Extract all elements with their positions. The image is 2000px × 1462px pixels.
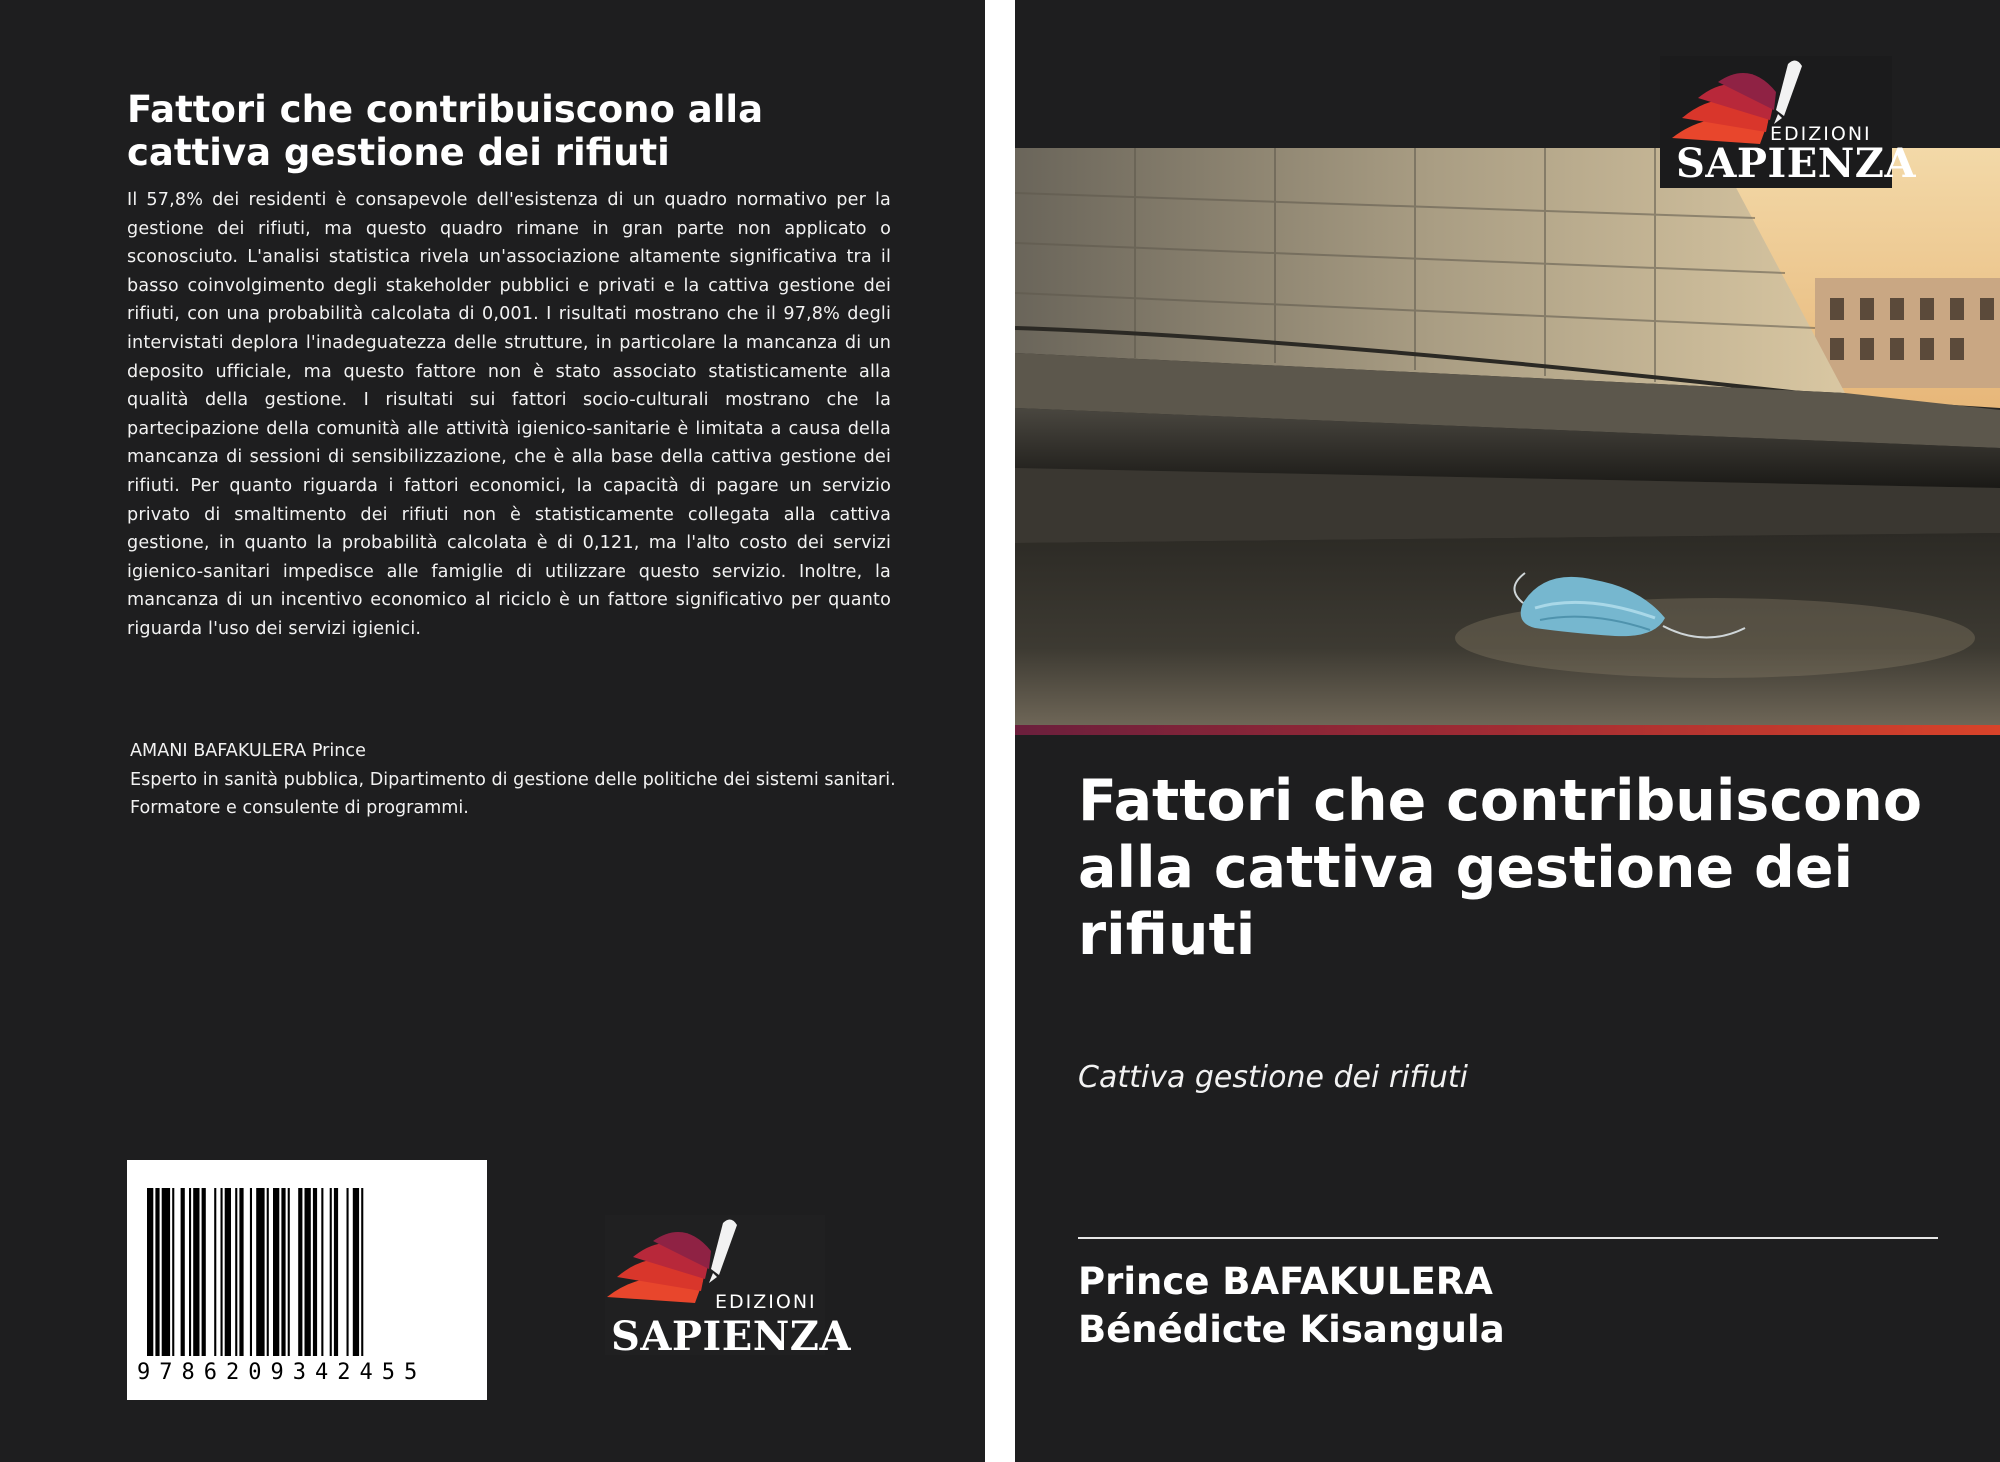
accent-stripe bbox=[1015, 725, 2000, 735]
barcode-bar bbox=[189, 1188, 191, 1356]
barcode-bar bbox=[172, 1188, 174, 1356]
barcode-bar bbox=[321, 1188, 323, 1356]
publisher-sapienza: SAPIENZA bbox=[611, 1313, 851, 1360]
barcode-bar bbox=[250, 1188, 252, 1356]
divider bbox=[1078, 1237, 1938, 1239]
barcode-bar bbox=[347, 1188, 349, 1356]
barcode-bar bbox=[353, 1188, 359, 1356]
barcode-bar bbox=[155, 1188, 159, 1356]
publisher-logo bbox=[1660, 56, 1916, 188]
barcode-bars bbox=[147, 1188, 467, 1356]
barcode-bar bbox=[305, 1188, 311, 1356]
author-2: Bénédicte Kisangula bbox=[1078, 1308, 1505, 1351]
barcode-bar bbox=[214, 1188, 216, 1356]
barcode-bar bbox=[334, 1188, 338, 1356]
barcode-bar bbox=[225, 1188, 231, 1356]
back-cover-blurb: Il 57,8% dei residenti è consapevole dell'esistenza di un quadro normativo per la gestione dei rifiuti, ma questo quadro rimane in gran parte non applicato o sconosciuto. L'analisi statistica rivela un'associazione altamente significativa tra il basso coinvolgimento degli stakeholder pubblici e privati e la cattiva gestione dei rifiuti, con una probabilità calcolata di 0,001. I risultati mostrano che il 97,8% degli intervistati deplora l'inadeguatezza delle strutture, in particolare la mancanza di un deposito ufficiale, ma questo fattore non è stato associato statisticamente alla qualità della gestione. I risultati sui fattori socio-culturali mostrano che la partecipazione della comunità alle attività igienico-sanitarie è limitata a causa della mancanza di sessioni di sensibilizzazione, che è alla base della cattiva gestione dei rifiuti. Per quanto riguarda i fattori economici, la capacità di pagare un servizio privato di smaltimento dei rifiuti non è statisticamente collegata alla cattiva gestione, in quanto la probabilità calcolata è di 0,121, ma l'alto costo dei servizi igienico-sanitari impedisce alle famiglie di utilizzare questo servizio. Inoltre, la mancanza di un incentivo economico al riciclo è un fattore significativo per quanto riguarda l'uso dei servizi igienici. bbox=[127, 190, 891, 639]
barcode-bar bbox=[239, 1188, 243, 1356]
discarded-face-mask-photo bbox=[1015, 148, 2000, 725]
isbn-barcode bbox=[127, 1160, 487, 1400]
barcode-bar bbox=[288, 1188, 290, 1356]
barcode-bar bbox=[256, 1188, 264, 1356]
isbn-digits: 9786209342455 bbox=[137, 1360, 427, 1385]
back-cover-title: Fattori che contribuiscono alla cattiva gestione dei rifiuti bbox=[127, 88, 764, 174]
barcode-bar bbox=[361, 1188, 363, 1356]
barcode-bar bbox=[193, 1188, 199, 1356]
author-1: Prince BAFAKULERA bbox=[1078, 1260, 1493, 1303]
author-list bbox=[1078, 1258, 1505, 1354]
barcode-bar bbox=[313, 1188, 317, 1356]
barcode-bar bbox=[202, 1188, 206, 1356]
front-cover-subtitle: Cattiva gestione dei rifiuti bbox=[1078, 1060, 1468, 1095]
front-cover-title: Fattori che contribuiscono alla cattiva gestione dei rifiuti bbox=[1078, 768, 1923, 968]
barcode-bar bbox=[181, 1188, 185, 1356]
publisher-edizioni: EDIZIONI bbox=[1770, 123, 1872, 145]
barcode-bar bbox=[330, 1188, 332, 1356]
barcode-bar bbox=[267, 1188, 269, 1356]
barcode-bar bbox=[235, 1188, 237, 1356]
author-role: Esperto in sanità pubblica, Dipartimento di gestione delle politiche dei sistemi sanitari. bbox=[130, 769, 896, 790]
barcode-bar bbox=[147, 1188, 153, 1356]
barcode-bar bbox=[273, 1188, 279, 1356]
publisher-sapienza: SAPIENZA bbox=[1676, 140, 1916, 187]
front-cover bbox=[1015, 0, 2000, 1462]
barcode-bar bbox=[281, 1188, 285, 1356]
back-cover bbox=[0, 0, 985, 1462]
barcode-bar bbox=[162, 1188, 170, 1356]
author-name: AMANI BAFAKULERA Prince bbox=[130, 741, 366, 761]
author-role-2: Formatore e consulente di programmi. bbox=[130, 798, 469, 819]
barcode-bar bbox=[221, 1188, 223, 1356]
publisher-logo bbox=[605, 1215, 851, 1360]
barcode-bar bbox=[298, 1188, 302, 1356]
publisher-edizioni: EDIZIONI bbox=[715, 1291, 817, 1313]
author-bio bbox=[130, 737, 900, 823]
